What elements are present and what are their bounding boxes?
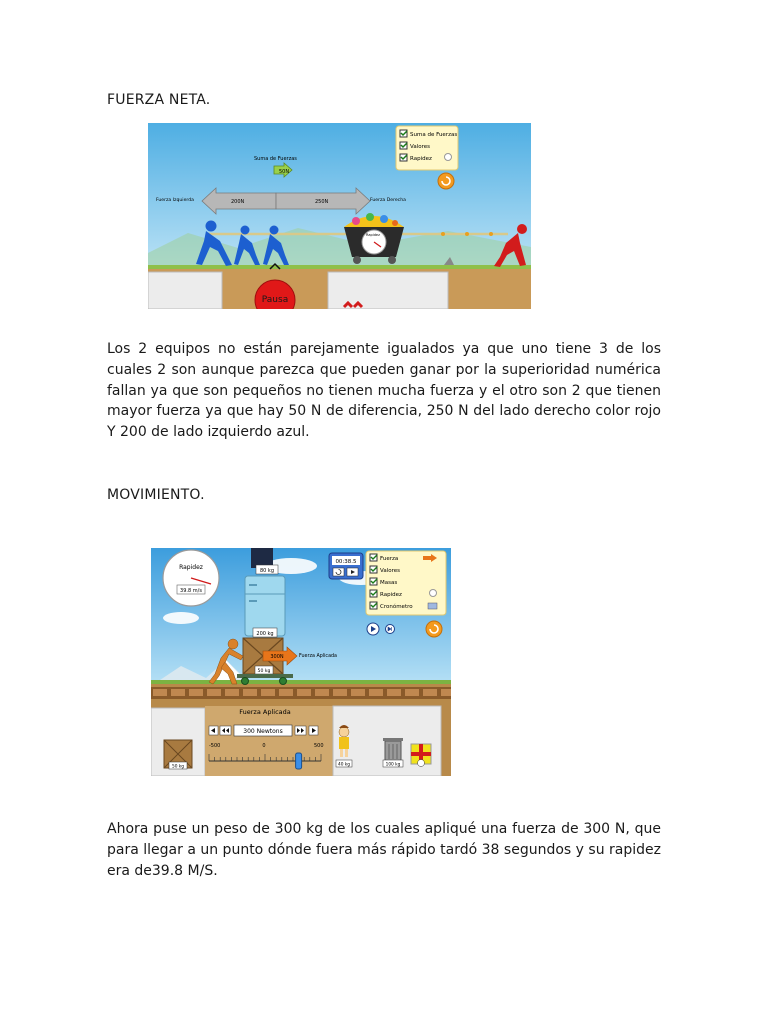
svg-text:40 kg: 40 kg <box>337 762 351 768</box>
decrease-force-fast-button[interactable] <box>220 726 231 735</box>
stopwatch-panel <box>329 553 363 579</box>
speedometer-icon <box>430 590 437 597</box>
step-button[interactable] <box>386 625 395 634</box>
svg-text:50 kg: 50 kg <box>171 764 185 770</box>
speedometer-icon <box>445 154 452 161</box>
applied-force-label: Fuerza Aplicada <box>299 654 337 659</box>
svg-text:250N: 250N <box>315 199 329 205</box>
svg-text:80 kg: 80 kg <box>259 568 275 574</box>
checkbox-label: Masas <box>380 580 398 586</box>
svg-text:Pausa: Pausa <box>261 295 289 305</box>
heading-movimiento: MOVIMIENTO. <box>107 487 205 503</box>
sum-of-forces-label: Suma de Fuerzas <box>254 156 297 162</box>
force-control-panel <box>205 706 333 776</box>
heading-fuerza-neta: FUERZA NETA. <box>107 92 211 108</box>
svg-text:100 kg: 100 kg <box>385 762 401 768</box>
slider-zero-label: 0 <box>262 743 266 749</box>
svg-text:300N: 300N <box>270 654 284 660</box>
figure-fuerza-neta-screenshot <box>148 123 531 309</box>
paragraph-fuerza-neta: Los 2 equipos no están parejamente igualados ya que uno tiene 3 de los cuales 2 son aunque parezca que pueden ganar por la superioridad numérica fallan ya que son pequeños no tienen mucha fuerza y el otro son 2 que tienen mayor fuerza ya que hay 50 N de diferencia, 250 N del lado derecho color rojo Y 200 de lado izquierdo azul. <box>107 341 661 441</box>
tray-crate[interactable] <box>164 740 192 770</box>
speedometer <box>163 550 219 606</box>
tray-trash-can[interactable] <box>383 738 403 768</box>
checkbox-label: Suma de Fuerzas <box>410 132 458 138</box>
svg-text:50 kg: 50 kg <box>257 669 271 674</box>
figure-movimiento-screenshot <box>151 548 451 776</box>
track-bricks <box>153 689 451 696</box>
svg-text:00:38.5: 00:38.5 <box>335 559 357 565</box>
play-button[interactable] <box>367 623 379 635</box>
slider-min-label: -500 <box>209 743 221 749</box>
candy-cart <box>344 213 404 264</box>
decrease-force-button[interactable] <box>209 726 218 735</box>
checkbox-masas[interactable] <box>370 578 397 586</box>
question-icon <box>418 760 425 767</box>
increase-force-fast-button[interactable] <box>295 726 306 735</box>
left-team-panel[interactable] <box>148 272 222 309</box>
paragraph-movimiento: Ahora puse un peso de 300 kg de los cuales apliqué una fuerza de 300 N, que para llegar a un punto dónde fuera más rápido tardó 38 segundos y su rapidez era de39.8 M/S. <box>107 821 661 879</box>
reset-button[interactable] <box>426 621 442 637</box>
svg-text:50N: 50N <box>279 169 290 175</box>
refrigerator <box>245 576 285 637</box>
svg-text:39.8 m/s: 39.8 m/s <box>180 588 202 594</box>
svg-text:Rapidez: Rapidez <box>366 233 380 237</box>
checkbox-label: Rapidez <box>410 156 432 162</box>
checkbox-label: Cronómetro <box>380 604 413 610</box>
reset-button[interactable] <box>438 173 454 189</box>
left-force-label: Fuerza Izquierda <box>156 198 194 203</box>
stopwatch-icon <box>428 603 437 609</box>
slider-max-label: 500 <box>314 743 324 749</box>
svg-text:Rapidez: Rapidez <box>179 564 203 571</box>
svg-text:200N: 200N <box>231 199 245 205</box>
checkbox-label: Valores <box>410 144 430 150</box>
checkbox-label: Valores <box>380 568 400 574</box>
force-panel-title: Fuerza Aplicada <box>239 708 291 716</box>
checkbox-label: Fuerza <box>380 556 399 562</box>
svg-text:200 kg: 200 kg <box>256 631 274 637</box>
increase-force-button[interactable] <box>309 726 318 735</box>
svg-text:300 Newtons: 300 Newtons <box>243 728 283 735</box>
force-slider-knob[interactable] <box>296 753 302 769</box>
checkbox-valores[interactable] <box>370 566 400 574</box>
right-force-label: Fuerza Derecha <box>370 198 406 203</box>
checkbox-valores[interactable] <box>400 142 430 150</box>
checkbox-label: Rapidez <box>380 592 402 598</box>
tray-mystery-gift[interactable] <box>411 744 431 767</box>
